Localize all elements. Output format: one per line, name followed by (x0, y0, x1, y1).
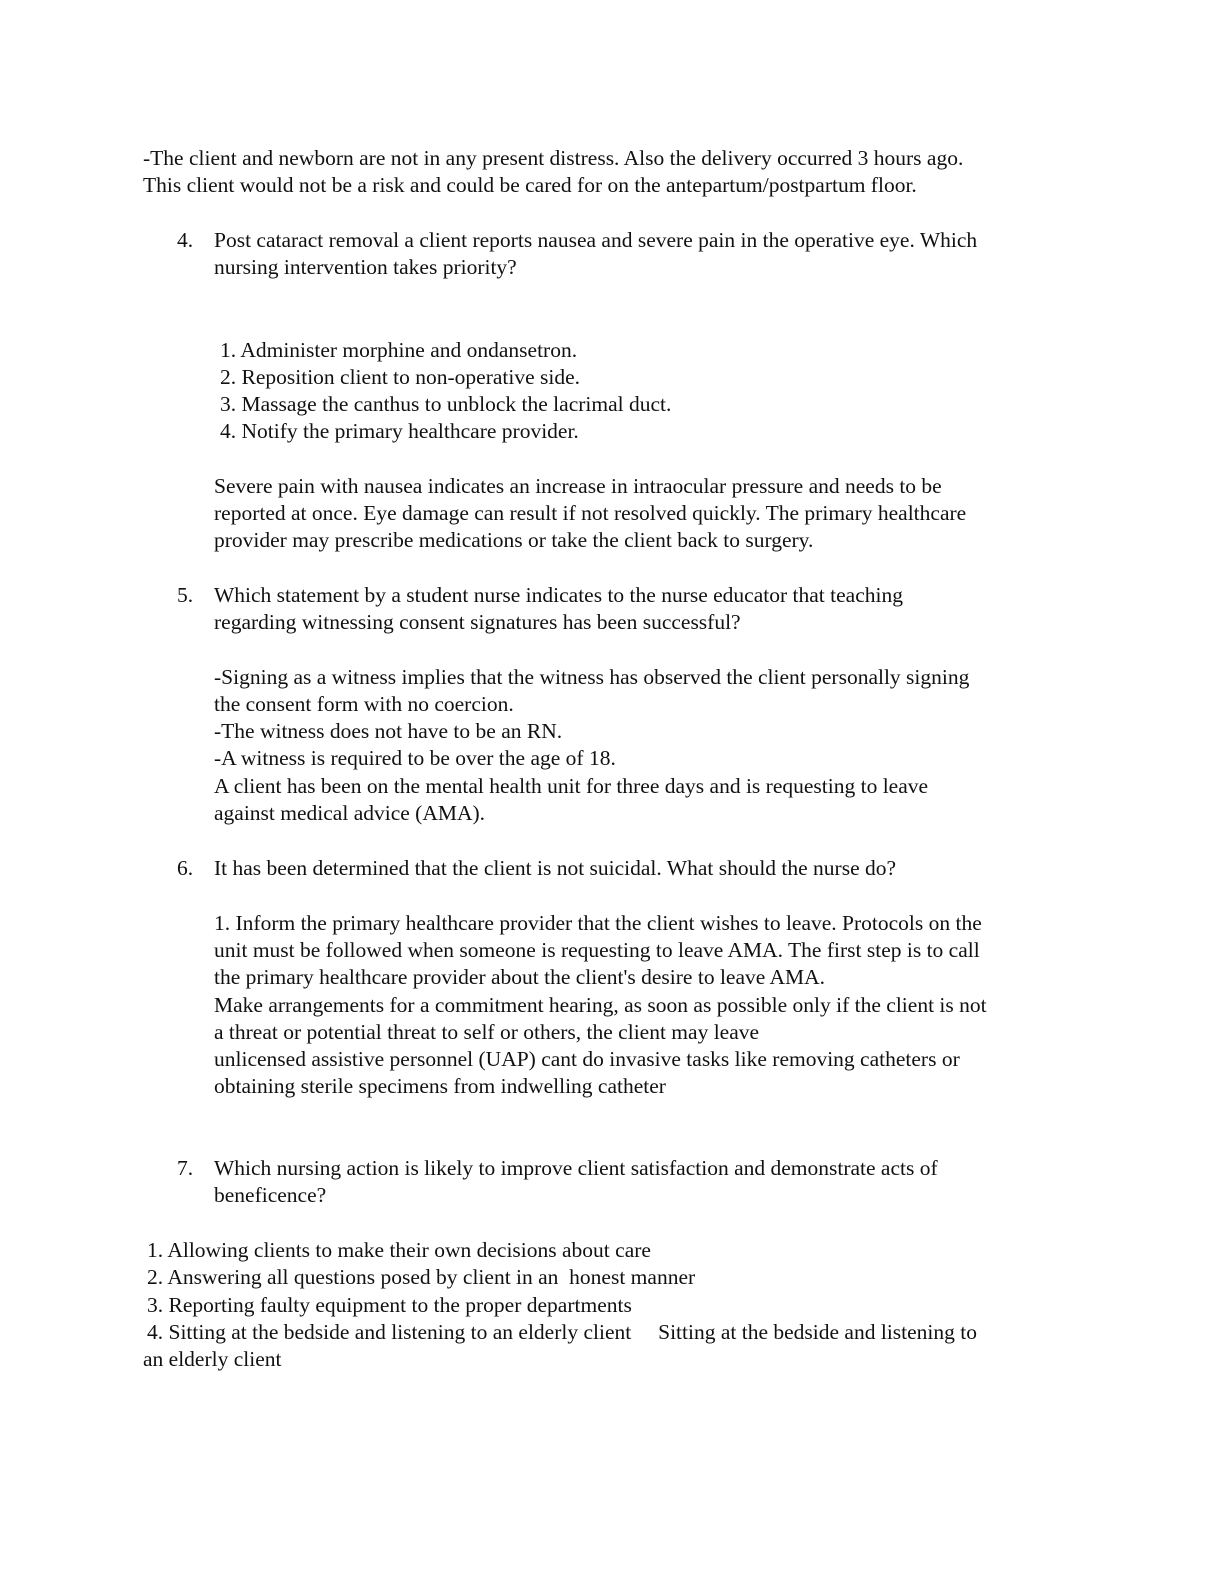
answer-text: Make arrangements for a commitment hearing, as soon as possible only if the client is not (214, 993, 987, 1017)
intro-line: -The client and newborn are not in any present distress. Also the delivery occurred 3 hours ago. (143, 146, 964, 170)
answer-text: the primary healthcare provider about the client's desire to leave AMA. (214, 965, 826, 989)
answer-text: 1. Inform the primary healthcare provider that the client wishes to leave. Protocols on the (214, 911, 982, 935)
question-text: Which nursing action is likely to improve client satisfaction and demonstrate acts of (214, 1156, 938, 1180)
answer-text: obtaining sterile specimens from indwelling catheter (214, 1074, 666, 1098)
answer-option: 2. Reposition client to non-operative side. (220, 365, 581, 389)
answer-option: 1. Administer morphine and ondansetron. (220, 338, 578, 362)
answer-text: a threat or potential threat to self or others, the client may leave (214, 1020, 760, 1044)
question-number: 6. (177, 856, 194, 880)
question-text: Which statement by a student nurse indicates to the nurse educator that teaching (214, 583, 903, 607)
answer-option: 4. Notify the primary healthcare provider. (220, 419, 579, 443)
question-text: regarding witnessing consent signatures has been successful? (214, 610, 741, 634)
question-text: nursing intervention takes priority? (214, 255, 517, 279)
answer-option: 3. Reporting faulty equipment to the proper departments (147, 1293, 632, 1317)
answer-text: A client has been on the mental health unit for three days and is requesting to leave (214, 774, 929, 798)
explanation-text: provider may prescribe medications or take the client back to surgery. (214, 528, 814, 552)
answer-option: an elderly client (143, 1347, 282, 1371)
question-text: Post cataract removal a client reports nausea and severe pain in the operative eye. Which (214, 228, 978, 252)
question-number: 4. (177, 228, 194, 252)
answer-option: 4. Sitting at the bedside and listening to an elderly client Sitting at the bedside and listening to (147, 1320, 977, 1344)
answer-text: -The witness does not have to be an RN. (214, 719, 563, 743)
explanation-text: Severe pain with nausea indicates an increase in intraocular pressure and needs to be (214, 474, 942, 498)
explanation-text: reported at once. Eye damage can result if not resolved quickly. The primary healthcare (214, 501, 967, 525)
question-text: beneficence? (214, 1183, 327, 1207)
question-text: It has been determined that the client is not suicidal. What should the nurse do? (214, 856, 897, 880)
answer-text: the consent form with no coercion. (214, 692, 514, 716)
answer-text: -A witness is required to be over the age of 18. (214, 746, 616, 770)
answer-option: 2. Answering all questions posed by client in an honest manner (147, 1265, 696, 1289)
answer-text: unlicensed assistive personnel (UAP) cant do invasive tasks like removing catheters or (214, 1047, 960, 1071)
answer-text: against medical advice (AMA). (214, 801, 486, 825)
answer-option: 3. Massage the canthus to unblock the lacrimal duct. (220, 392, 672, 416)
answer-text: -Signing as a witness implies that the witness has observed the client personally signing (214, 665, 970, 689)
answer-option: 1. Allowing clients to make their own decisions about care (147, 1238, 651, 1262)
question-number: 5. (177, 583, 194, 607)
answer-text: unit must be followed when someone is requesting to leave AMA. The first step is to call (214, 938, 980, 962)
question-number: 7. (177, 1156, 194, 1180)
intro-line: This client would not be a risk and could be cared for on the antepartum/postpartum floor. (143, 173, 917, 197)
